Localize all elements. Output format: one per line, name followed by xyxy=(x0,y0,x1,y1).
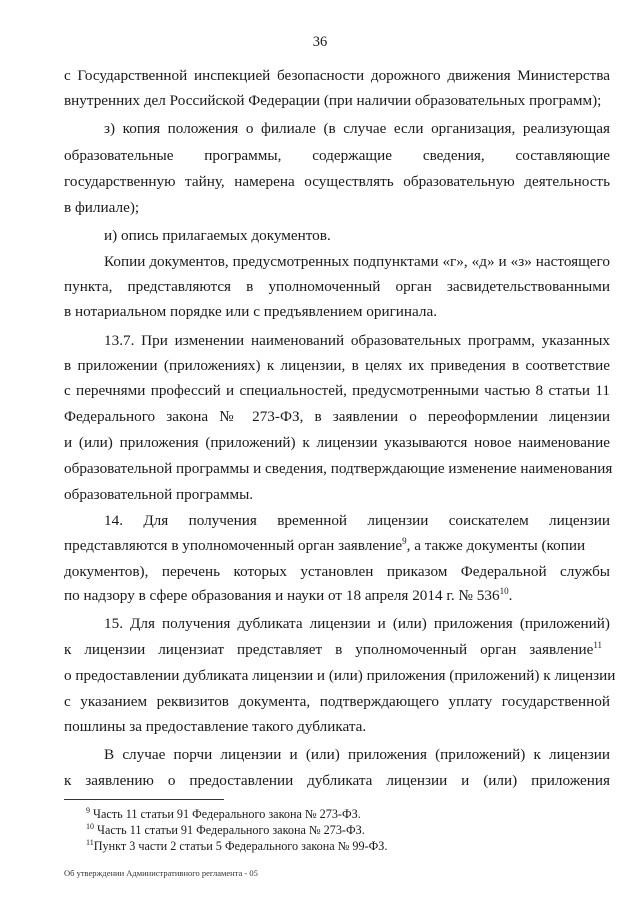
footnote-ref: 9 xyxy=(402,536,407,546)
footnote-mark: 9 xyxy=(86,806,90,815)
text-line xyxy=(64,586,610,606)
text-line: 14. Для получения временной лицензии соискателем лицензии xyxy=(104,512,610,529)
text-line: Федерального закона № 273-ФЗ, в заявлении о переоформлении лицензии xyxy=(64,408,610,425)
footnote-divider xyxy=(64,799,224,800)
text-line: в филиале); xyxy=(64,199,140,216)
text-line: пункта, представляются в уполномоченный орган засвидетельствованными xyxy=(64,278,610,295)
footnote-mark: 11 xyxy=(86,838,94,847)
footnote-ref: 11 xyxy=(593,640,602,650)
text-line: с указанием реквизитов документа, подтверждающего уплату государственной xyxy=(64,693,610,710)
line-text: . xyxy=(508,587,513,604)
text-line: к заявлению о предоставлении дубликата лицензии и (или) приложения xyxy=(64,772,610,789)
text-line: образовательные программы, содержащие сведения, составляющие xyxy=(64,147,610,164)
text-line: с перечнями профессий и специальностей, предусмотренными частью 8 статьи 11 xyxy=(64,382,610,399)
page-footer: Об утверждении Административного регламента - 05 xyxy=(64,868,258,878)
text-line xyxy=(64,536,610,556)
page-number: 36 xyxy=(312,34,328,50)
text-line: В случае порчи лицензии и (или) приложения (приложений) к лицензии xyxy=(104,746,610,763)
line-text: к лицензии лицензиат представляет в уполномоченный орган заявление xyxy=(64,641,594,658)
text-line: и) опись прилагаемых документов. xyxy=(104,227,331,244)
footnote-mark: 10 xyxy=(86,822,94,831)
text-line: Копии документов, предусмотренных подпунктами «г», «д» и «з» настоящего xyxy=(104,253,610,270)
text-line: 13.7. При изменении наименований образовательных программ, указанных xyxy=(104,332,610,349)
footnote xyxy=(86,822,365,838)
footnote xyxy=(86,838,387,854)
text-line xyxy=(64,640,610,660)
text-line: о предоставлении дубликата лицензии и (или) приложения (приложений) к лицензии xyxy=(64,667,616,684)
line-text: по надзору в сфере образования и науки от 18 апреля 2014 г. № 536 xyxy=(64,587,500,604)
text-line: внутренних дел Российской Федерации (при наличии образовательных программ); xyxy=(64,92,602,109)
footnote-text: Пункт 3 части 2 статьи 5 Федерального закона № 99-ФЗ. xyxy=(93,839,388,853)
footnote xyxy=(86,806,361,822)
text-line: образовательной программы и сведения, подтверждающие изменение наименования xyxy=(64,460,613,477)
text-line: в приложении (приложениях) к лицензии, в целях их приведения в соответствие xyxy=(64,357,610,374)
text-line: в нотариальном порядке или с предъявлением оригинала. xyxy=(64,303,438,320)
text-line: 15. Для получения дубликата лицензии и (или) приложения (приложений) xyxy=(104,615,610,632)
text-line: пошлины за предоставление такого дубликата. xyxy=(64,718,367,735)
text-line: образовательной программы. xyxy=(64,486,254,503)
text-line: з) копия положения о филиале (в случае если организация, реализующая xyxy=(104,120,610,137)
line-text: представляются в уполномоченный орган заявление xyxy=(64,537,403,554)
text-line: государственную тайну, намерена осуществлять образовательную деятельность xyxy=(64,173,610,190)
text-line: с Государственной инспекцией безопасности дорожного движения Министерства xyxy=(64,67,610,84)
footnote-ref: 10 xyxy=(499,586,509,596)
text-line: документов), перечень которых установлен приказом Федеральной службы xyxy=(64,563,610,580)
footnote-text: Часть 11 статьи 91 Федерального закона № 273-ФЗ. xyxy=(90,807,361,821)
text-line: и (или) приложения (приложений) к лицензии указываются новое наименование xyxy=(64,434,610,451)
footnote-text: Часть 11 статьи 91 Федерального закона № 273-ФЗ. xyxy=(94,823,365,837)
line-text: , а также документы (копии xyxy=(406,537,586,554)
